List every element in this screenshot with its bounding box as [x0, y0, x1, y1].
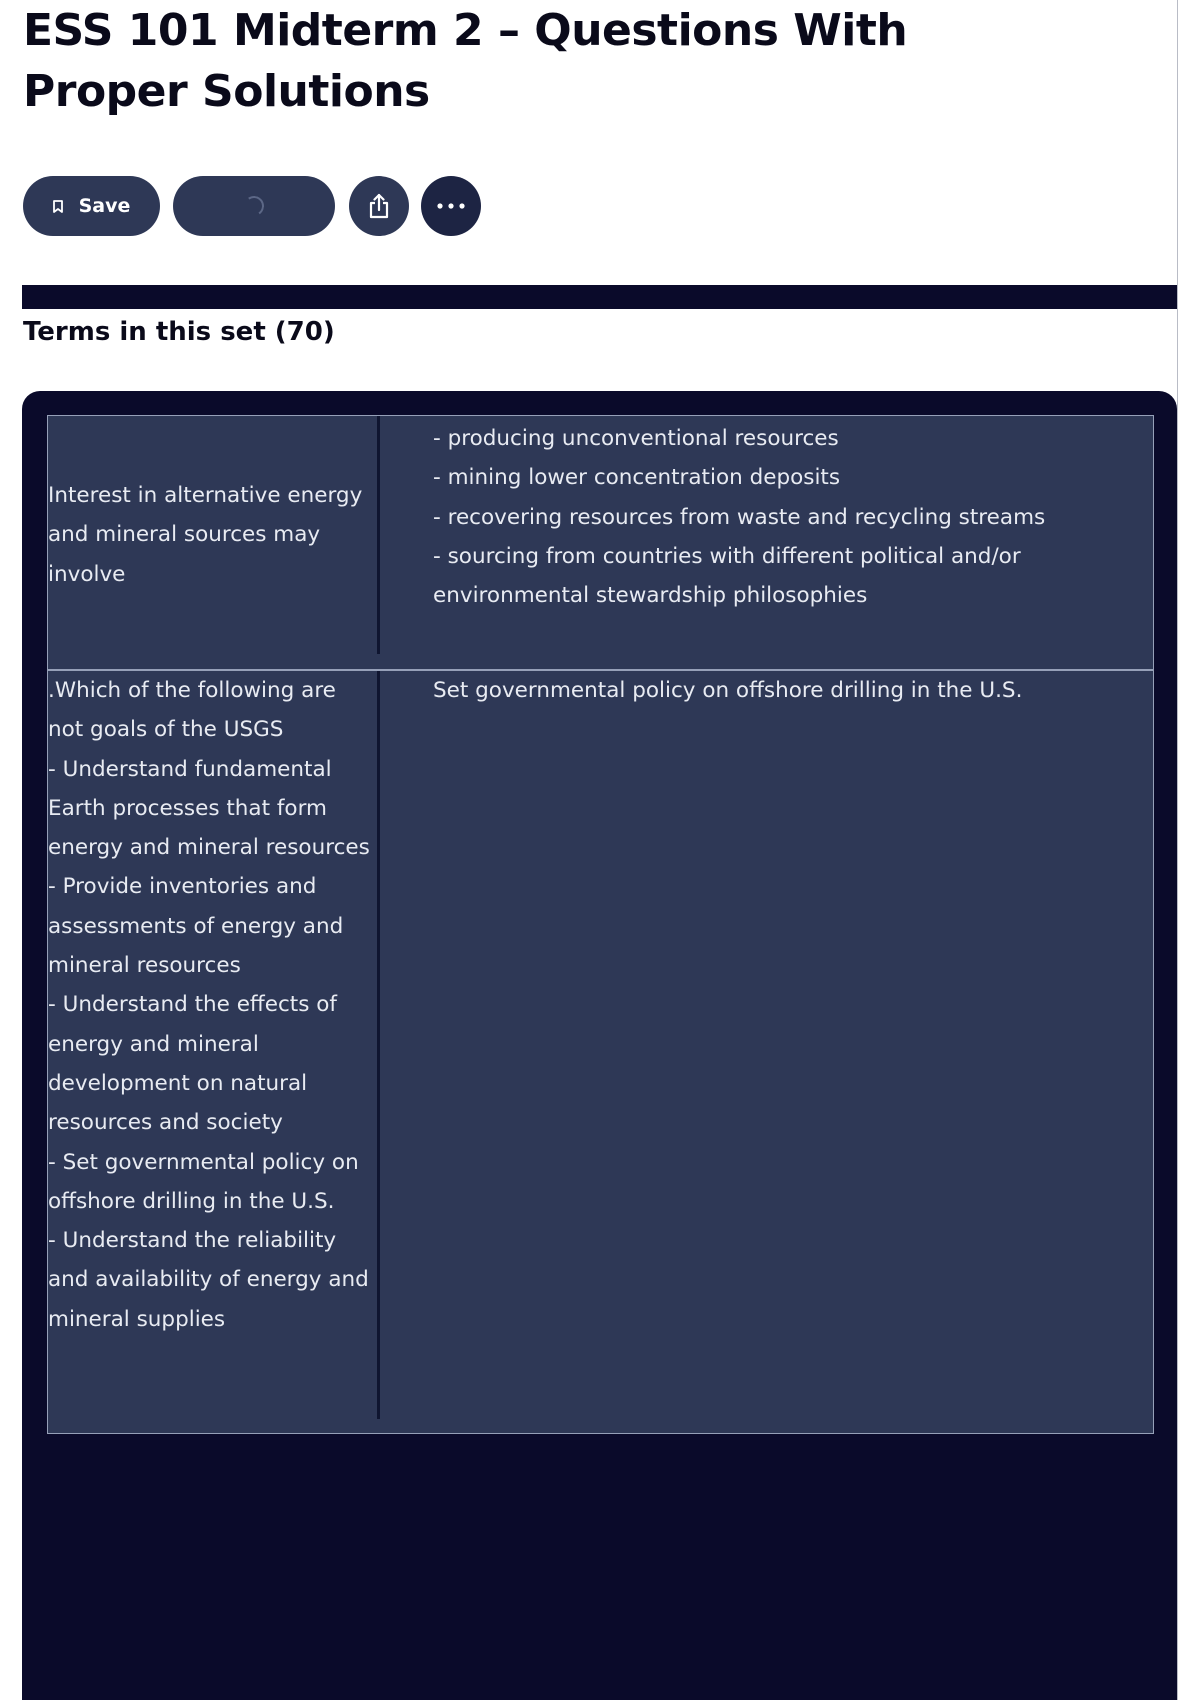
definition-text: Set governmental policy on offshore drilling in the U.S. — [433, 678, 1023, 703]
page-title: ESS 101 Midterm 2 – Questions With Proper Solutions — [23, 5, 908, 117]
terms-panel — [22, 391, 1177, 1700]
terms-table — [47, 415, 1154, 1434]
definition-text: - producing unconventional resources - mining lower concentration deposits - recovering resources from waste and recycling streams - sourcing from countries with different political and/or environmental stewardship philosophies — [433, 426, 1046, 609]
term-text-content: Interest in alternative energy and mineral sources may involve — [48, 483, 363, 587]
section-divider — [22, 285, 1177, 309]
more-options-button[interactable] — [421, 176, 481, 236]
term-text — [48, 416, 380, 654]
more-horizontal-icon — [436, 202, 466, 210]
terms-heading: Terms in this set (70) — [23, 317, 335, 347]
set-toolbar — [23, 176, 481, 236]
loading-button[interactable] — [173, 176, 335, 236]
page-edge-rule — [1177, 0, 1178, 1700]
share-button[interactable] — [349, 176, 409, 236]
save-button-label: Save — [78, 195, 131, 217]
save-button[interactable] — [23, 176, 160, 236]
term-text: .Which of the following are not goals of the USGS - Understand fundamental Earth processes that form energy and mineral resources - Provide inventories and assessments of energy and mineral resources - Understand the effects of energy and mineral development on natural resources and society - Set governmental policy on offshore drilling in the U.S. - Understand the reliability and availability of energy and mineral supplies — [48, 671, 380, 1419]
share-icon — [366, 192, 392, 220]
term-row — [48, 416, 1153, 669]
bookmark-icon — [53, 200, 63, 213]
term-row — [48, 669, 1153, 1433]
spinner-icon — [242, 194, 265, 217]
